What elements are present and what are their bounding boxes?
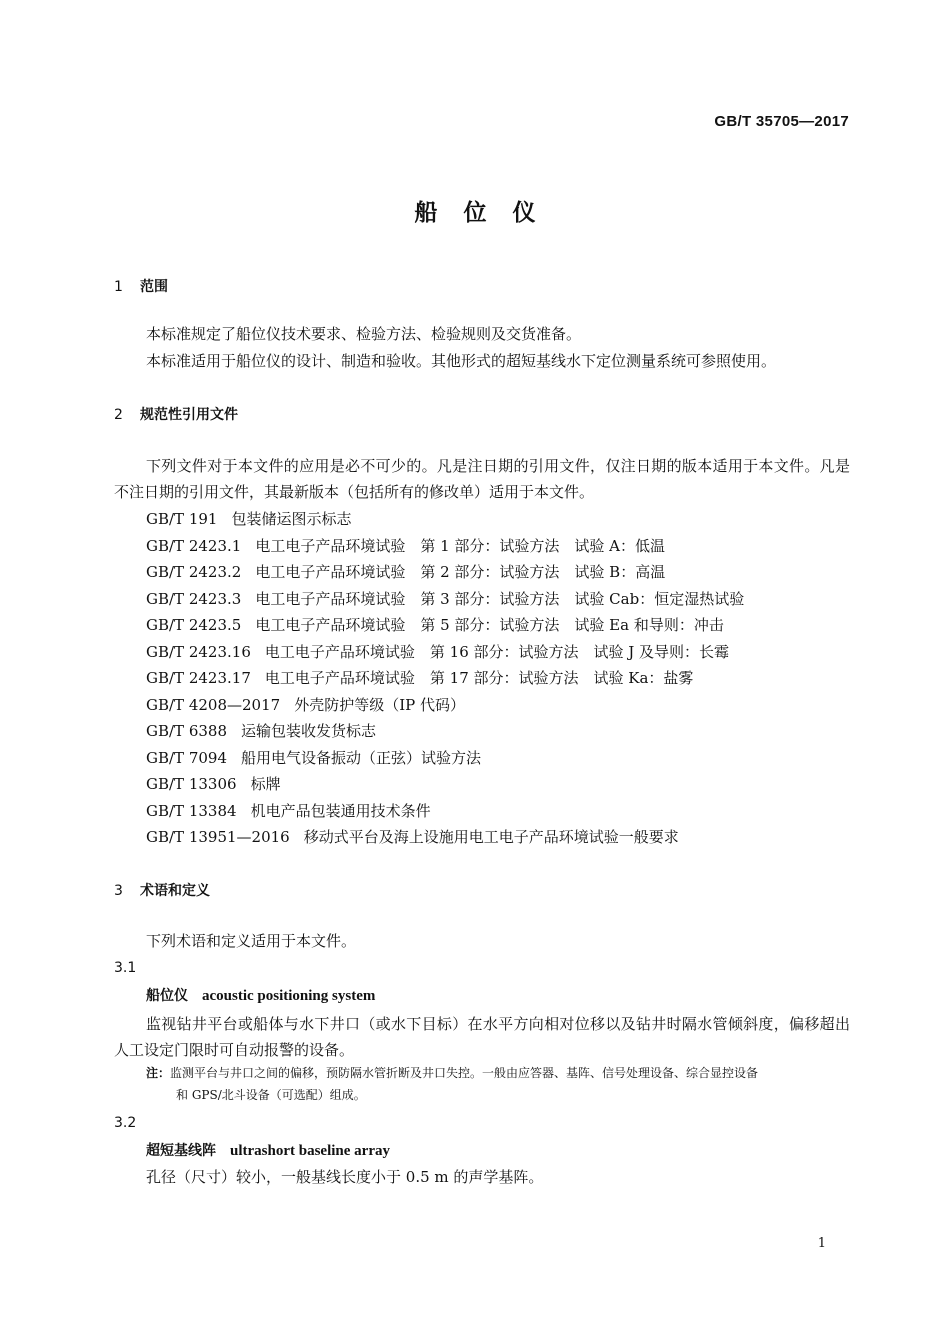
- section-title: 术语和定义: [140, 883, 210, 899]
- reference-code: GB/T 13306: [146, 775, 237, 793]
- section-number: 3: [114, 883, 123, 899]
- standard-number: GB/T 35705—2017: [714, 113, 849, 130]
- reference-code: GB/T 2423.3: [146, 590, 242, 608]
- term-zh: 超短基线阵: [146, 1143, 216, 1159]
- reference-code: GB/T 2423.1: [146, 537, 242, 555]
- reference-code: GB/T 2423.5: [146, 616, 242, 634]
- term-en: acoustic positioning system: [202, 988, 376, 1004]
- term-number: 3.1: [114, 960, 137, 976]
- reference-item: [146, 720, 376, 741]
- paragraph: 本标准适用于船位仪的设计、制造和验收。其他形式的超短基线水下定位测量系统可参照使用。: [146, 352, 777, 370]
- term-number: 3.2: [114, 1115, 137, 1131]
- reference-item: [146, 747, 481, 768]
- reference-code: GB/T 2423.17: [146, 669, 251, 687]
- reference-title: 机电产品包装通用技术条件: [250, 802, 431, 820]
- reference-title: 运输包装收发货标志: [241, 722, 377, 740]
- reference-title: 标牌: [250, 775, 281, 793]
- section-title: 范围: [140, 279, 168, 295]
- reference-item: [146, 800, 431, 821]
- reference-title: 电工电子产品环境试验 第 2 部分：试验方法 试验 B：高温: [255, 563, 666, 581]
- reference-code: GB/T 7094: [146, 749, 228, 767]
- term-heading: [146, 985, 375, 1005]
- note-label: 注：: [146, 1066, 171, 1080]
- paragraph: 下列术语和定义适用于本文件。: [146, 932, 357, 950]
- section-3-heading: [114, 880, 210, 900]
- reference-item: [146, 588, 744, 609]
- reference-code: GB/T 4208—2017: [146, 696, 281, 714]
- reference-code: GB/T 2423.2: [146, 563, 242, 581]
- reference-item: [146, 641, 729, 662]
- term-zh: 船位仪: [146, 988, 188, 1004]
- reference-item: [146, 614, 724, 635]
- paragraph: 下列文件对于本文件的应用是必不可少的。凡是注日期的引用文件，仅注日期的版本适用于本文件。凡是不注日期的引用文件，其最新版本（包括所有的修改单）适用于本文件。: [114, 457, 850, 501]
- section-number: 2: [114, 407, 123, 423]
- reference-item: [146, 561, 665, 582]
- reference-item: [146, 773, 281, 794]
- reference-title: 包装储运图示标志: [231, 510, 352, 528]
- reference-item: [146, 826, 679, 847]
- term-en: ultrashort baseline array: [230, 1143, 390, 1159]
- reference-title: 电工电子产品环境试验 第 5 部分：试验方法 试验 Ea 和导则：冲击: [255, 616, 724, 634]
- section-title: 规范性引用文件: [140, 407, 238, 423]
- reference-code: GB/T 13951—2016: [146, 828, 290, 846]
- reference-code: GB/T 6388: [146, 722, 228, 740]
- reference-title: 船用电气设备振动（正弦）试验方法: [241, 749, 482, 767]
- reference-title: 电工电子产品环境试验 第 17 部分：试验方法 试验 Ka：盐雾: [264, 669, 694, 687]
- reference-item: [146, 508, 351, 529]
- term-heading: [146, 1140, 390, 1160]
- term-note: [146, 1062, 850, 1106]
- reference-title: 电工电子产品环境试验 第 3 部分：试验方法 试验 Cab：恒定湿热试验: [255, 590, 745, 608]
- note-text: 监测平台与井口之间的偏移，预防隔水管折断及井口失控。一般由应答器、基阵、信号处理设备、综合显控设备: [170, 1066, 759, 1080]
- document-title: 船位仪: [414, 200, 562, 226]
- reference-item: [146, 535, 665, 556]
- reference-title: 外壳防护等级（IP 代码）: [294, 696, 465, 714]
- term-definition: 孔径（尺寸）较小，一般基线长度小于 0.5 m 的声学基阵。: [146, 1168, 544, 1186]
- page-number: 1: [817, 1236, 826, 1251]
- term-definition: 监视钻井平台或船体与水下井口（或水下目标）在水平方向相对位移以及钻井时隔水管倾斜度，偏移超出人工设定门限时可自动报警的设备。: [114, 1015, 850, 1059]
- reference-code: GB/T 191: [146, 510, 218, 528]
- note-text-continued: 和 GPS/北斗设备（可选配）组成。: [176, 1088, 366, 1102]
- reference-item: [146, 694, 465, 715]
- section-number: 1: [114, 279, 123, 295]
- reference-title: 电工电子产品环境试验 第 16 部分：试验方法 试验 J 及导则：长霉: [264, 643, 730, 661]
- reference-title: 移动式平台及海上设施用电工电子产品环境试验一般要求: [303, 828, 679, 846]
- reference-item: [146, 667, 693, 688]
- reference-title: 电工电子产品环境试验 第 1 部分：试验方法 试验 A：低温: [255, 537, 666, 555]
- reference-code: GB/T 13384: [146, 802, 237, 820]
- section-1-heading: [114, 276, 168, 296]
- paragraph: 本标准规定了船位仪技术要求、检验方法、检验规则及交货准备。: [146, 325, 582, 343]
- reference-code: GB/T 2423.16: [146, 643, 251, 661]
- section-2-heading: [114, 404, 238, 424]
